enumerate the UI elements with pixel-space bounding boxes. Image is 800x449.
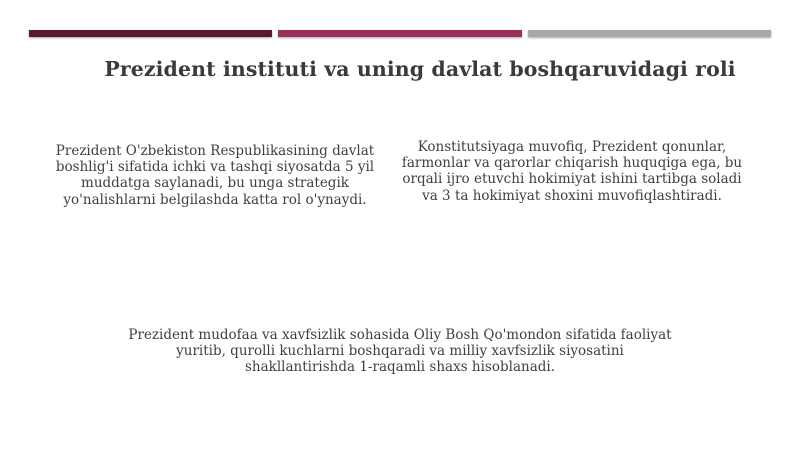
top-accent-bar-3 (528, 30, 771, 37)
slide-title: Prezident instituti va uning davlat boshqaruvidagi roli (104, 57, 736, 81)
text-block-left: Prezident O'zbekiston Respublikasining davlat boshlig'i sifatida ichki va tashqi siyosatda 5 yil muddatga saylanadi, bu unga strategik yo'nalishlarni belgilashda katta rol o'ynaydi. (55, 143, 375, 208)
text-block-bottom: Prezident mudofaa va xavfsizlik sohasida Oliy Bosh Qo'mondon sifatida faoliyat yuritib, qurolli kuchlarni boshqaradi va milliy xavfsizlik siyosatini shakllantirishda 1-raqamli shaxs hisoblanadi. (128, 327, 672, 376)
top-accent-bar-2 (278, 30, 522, 37)
text-block-right: Konstitutsiyaga muvofiq, Prezident qonunlar, farmonlar va qarorlar chiqarish huquqiga ega, bu orqali ijro etuvchi hokimiyat ishini tartibga soladi va 3 ta hokimiyat shoxini muvofiqlashtiradi. (401, 139, 743, 204)
top-accent-bar-1 (29, 30, 272, 37)
